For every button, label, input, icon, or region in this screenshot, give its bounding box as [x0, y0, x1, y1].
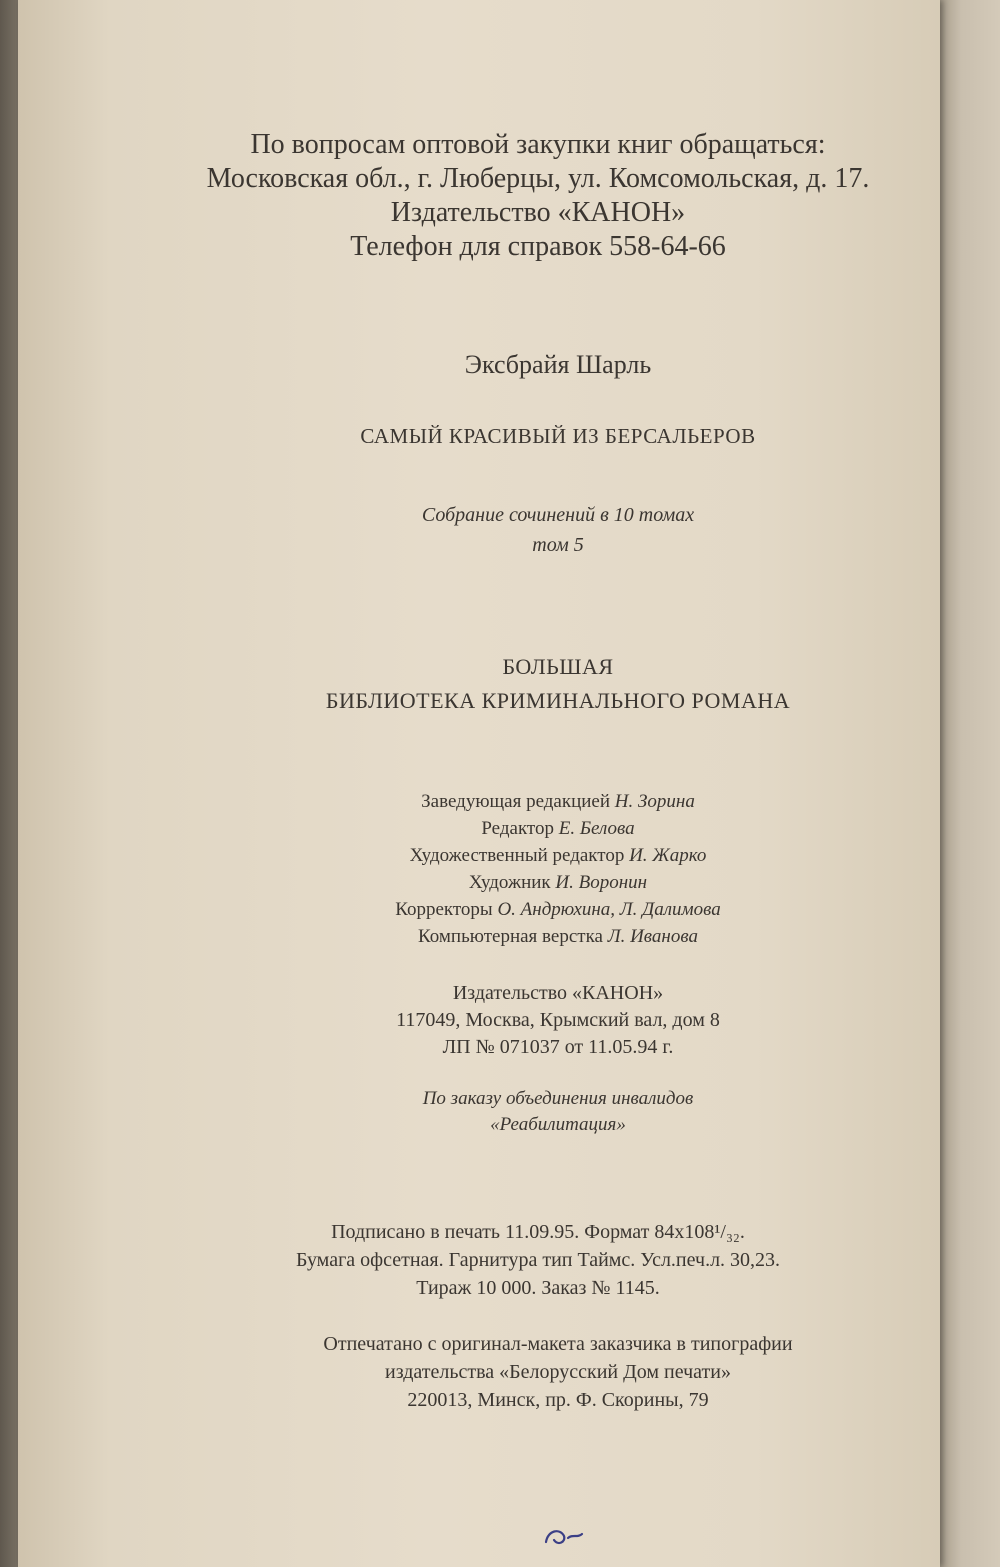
credit-person: И. Жарко	[629, 845, 707, 866]
print-line-2: Бумага офсетная. Гарнитура тип Таймс. Усл.печ.л. 30,23.	[295, 1249, 781, 1271]
credit-role: Корректоры	[395, 899, 493, 920]
credit-person: Е. Белова	[558, 818, 635, 839]
wholesale-contact	[118, 128, 958, 264]
credit-row	[138, 815, 978, 842]
order-line-1: По заказу объединения инвалидов	[422, 1088, 694, 1109]
author-text: Эксбрайя Шарль	[464, 350, 652, 379]
credit-person: Н. Зорина	[614, 791, 695, 812]
publisher-line-1: Издательство «КАНОН»	[452, 982, 664, 1004]
print-line-1: Подписано в печать 11.09.95. Формат 84x108¹/₃₂.	[331, 1221, 745, 1243]
book-title	[138, 424, 978, 449]
book-page	[18, 0, 940, 1567]
author-name	[138, 350, 978, 380]
credit-role: Художник	[468, 872, 551, 893]
typo-line-1: Отпечатано с оригинал-макета заказчика в типографии	[323, 1333, 793, 1355]
collected-works-note	[138, 500, 978, 560]
credit-role: Заведующая редакцией	[421, 791, 611, 812]
credit-role: Компьютерная верстка	[418, 926, 603, 947]
library-line-2: БИБЛИОТЕКА КРИМИНАЛЬНОГО РОМАНА	[325, 688, 791, 713]
print-line-3: Тираж 10 000. Заказ № 1145.	[416, 1277, 660, 1299]
publisher-info	[138, 980, 978, 1061]
library-series	[138, 650, 978, 718]
credit-role: Редактор	[481, 818, 554, 839]
credit-row	[138, 869, 978, 896]
print-details	[118, 1218, 958, 1302]
credit-row	[138, 788, 978, 815]
commission-note	[138, 1086, 978, 1138]
typo-line-2: издательства «Белорусский Дом печати»	[385, 1361, 731, 1383]
contact-line-4: Телефон для справок 558-64-66	[350, 231, 726, 262]
series-line-2: том 5	[532, 534, 584, 556]
contact-line-2: Московская обл., г. Люберцы, ул. Комсомольская, д. 17.	[206, 163, 870, 194]
printing-house-info	[138, 1330, 978, 1414]
staff-credits	[138, 788, 978, 950]
title-text: САМЫЙ КРАСИВЫЙ ИЗ БЕРСАЛЬЕРОВ	[360, 424, 756, 448]
publisher-line-3: ЛП № 071037 от 11.05.94 г.	[442, 1036, 674, 1058]
contact-line-3: Издательство «КАНОН»	[390, 197, 686, 228]
order-line-2: «Реабилитация»	[490, 1114, 626, 1135]
credit-row	[138, 896, 978, 923]
publisher-line-2: 117049, Москва, Крымский вал, дом 8	[396, 1009, 720, 1031]
library-line-1: БОЛЬШАЯ	[502, 654, 614, 679]
typo-line-3: 220013, Минск, пр. Ф. Скорины, 79	[407, 1389, 709, 1411]
credit-person: О. Андрюхина, Л. Далимова	[497, 899, 721, 920]
credit-person: Л. Иванова	[607, 926, 698, 947]
credit-role: Художественный редактор	[409, 845, 625, 866]
credit-row	[138, 842, 978, 869]
pen-mark-icon	[538, 1520, 588, 1550]
contact-line-1: По вопросам оптовой закупки книг обращаться:	[250, 129, 826, 160]
credit-row	[138, 923, 978, 950]
series-line-1: Собрание сочинений в 10 томах	[421, 504, 695, 526]
credit-person: И. Воронин	[555, 872, 648, 893]
